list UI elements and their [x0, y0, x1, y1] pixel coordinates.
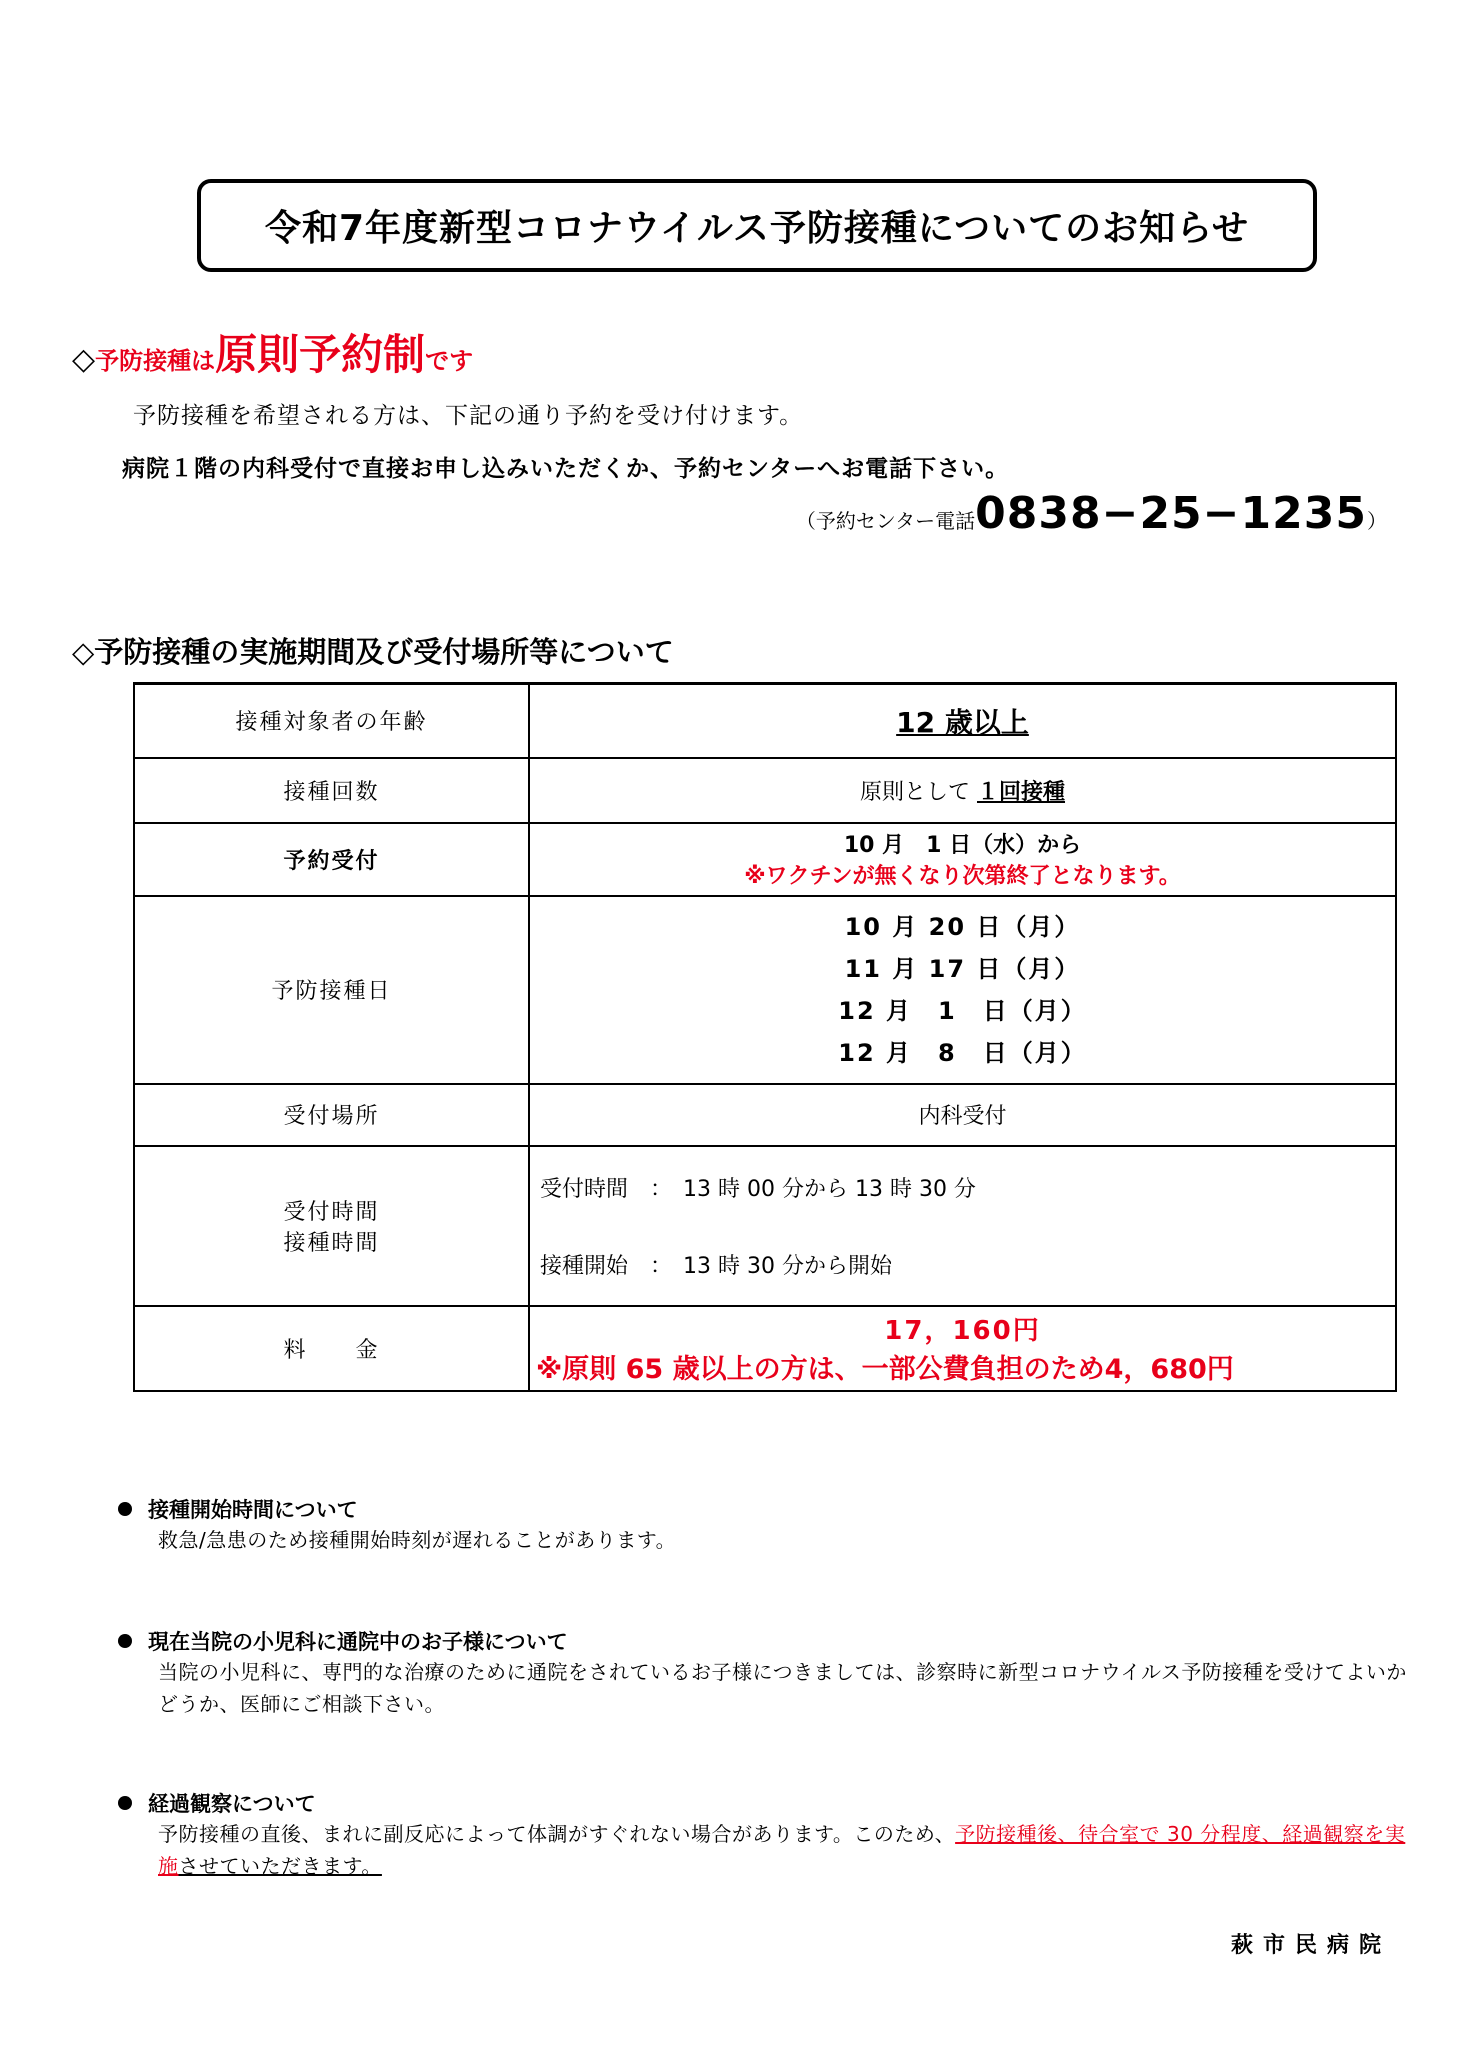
date-item: 12 月 8 日（月）: [838, 1038, 1087, 1067]
bullet-icon: [118, 1502, 132, 1516]
date-list: [529, 896, 1396, 1084]
note-body: 救急/急患のため接種開始時刻が遅れることがあります。: [158, 1528, 677, 1552]
table-row: [134, 896, 1396, 1084]
heading-emphasis: 原則予約制: [215, 330, 426, 379]
phone-close: ）: [1367, 509, 1387, 533]
date-label: 予防接種日: [134, 896, 529, 1084]
table-row: [134, 684, 1396, 758]
note-heading: 経過観察について: [148, 1792, 316, 1816]
phone-number: 0838−25−1235: [975, 488, 1367, 539]
table-row: [134, 1146, 1396, 1306]
count-label: 接種回数: [134, 758, 529, 823]
table-row: [134, 823, 1396, 896]
reservation-phone: [796, 488, 1387, 539]
date-item: 11 月 17 日（月）: [844, 954, 1081, 983]
note-pediatric: [118, 1626, 1408, 1720]
table-row: [134, 1306, 1396, 1391]
count-value: 原則として １回接種: [529, 758, 1396, 823]
fee-value: 17，160円 ※原則 65 歳以上の方は、一部公費負担のため4，680円: [529, 1306, 1396, 1391]
bullet-icon: [118, 1796, 132, 1810]
table-row: [134, 1084, 1396, 1146]
note-body: 予防接種の直後、まれに副反応によって体調がすぐれない場合があります。このため、予防接種後、待合室で 30 分程度、経過観察を実施させていただきます。: [158, 1822, 1406, 1878]
table-row: [134, 758, 1396, 823]
phone-label: （予約センター電話: [795, 509, 976, 533]
reservation-label: 予約受付: [134, 823, 529, 896]
note-heading: 接種開始時間について: [148, 1498, 358, 1522]
place-label: 受付場所: [134, 1084, 529, 1146]
schedule-table: [133, 682, 1397, 1392]
intro-line: 予防接種を希望される方は、下記の通り予約を受け付けます。: [133, 403, 804, 429]
heading-suffix: です: [425, 347, 474, 375]
note-start-time: [118, 1494, 1408, 1556]
place-value: 内科受付: [529, 1084, 1396, 1146]
age-label: 接種対象者の年齢: [134, 684, 529, 758]
fee-label: 料 金: [134, 1306, 529, 1391]
age-value: 12 歳以上: [529, 684, 1396, 758]
heading-prefix: 予防接種は: [95, 347, 216, 375]
time-value: 受付時間 ： 13 時 00 分から 13 時 30 分 接種開始 ： 13 時 30 分から開始: [529, 1146, 1396, 1306]
date-item: 12 月 1 日（月）: [838, 996, 1087, 1025]
hospital-name: 萩市民病院: [1230, 1933, 1391, 1958]
note-body: 当院の小児科に、専門的な治療のために通院をされているお子様につきましては、診察時に新型コロナウイルス予防接種を受けてよいかどうか、医師にご相談下さい。: [158, 1660, 1407, 1716]
diamond-icon: ◇: [72, 342, 96, 377]
time-label: 受付時間 接種時間: [134, 1146, 529, 1306]
schedule-heading: ◇予防接種の実施期間及び受付場所等について: [72, 635, 674, 669]
title-text: 令和7年度新型コロナウイルス予防接種についてのお知らせ: [264, 208, 1250, 249]
reservation-value: 10 月 1 日（水）から ※ワクチンが無くなり次第終了となります。: [529, 823, 1396, 896]
observation-emphasis: 予防接種後、待合室で 30 分程度、経過観察を実施: [158, 1822, 1406, 1878]
notice-title: [197, 179, 1317, 272]
reservation-heading: [72, 322, 473, 382]
apply-instruction: 病院１階の内科受付で直接お申し込みいただくか、予約センターへお電話下さい。: [122, 456, 1010, 482]
note-observation: [118, 1788, 1408, 1882]
date-item: 10 月 20 日（月）: [844, 912, 1081, 941]
note-heading: 現在当院の小児科に通院中のお子様について: [148, 1630, 568, 1654]
bullet-icon: [118, 1634, 132, 1648]
